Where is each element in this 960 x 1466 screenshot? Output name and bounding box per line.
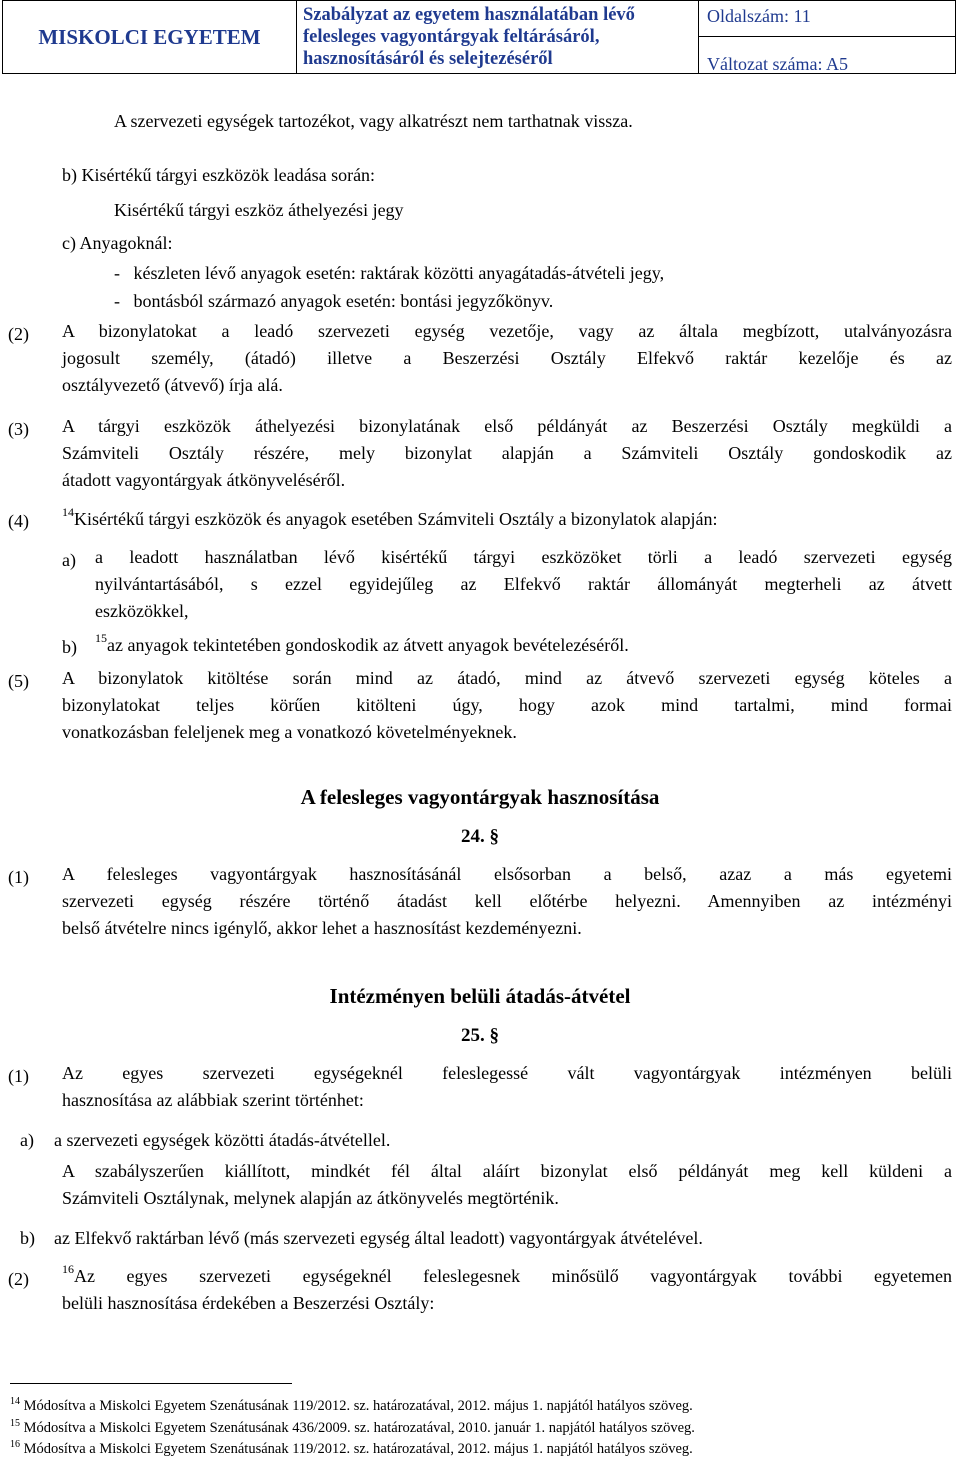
text-line: A bizonylatok kitöltése során mind az átadó, mind az átvevő szervezeti egység köteles a <box>62 668 952 688</box>
paragraph: A szervezeti egységek tartozékot, vagy alkatrészt nem tarthatnak vissza. <box>114 111 633 131</box>
text-line: Az egyes szervezeti egységeknél feleslegessé vált vagyontárgyak intézményen belüli <box>62 1063 952 1083</box>
list-item-a <box>95 544 952 625</box>
text-line: A szabályszerűen kiállított, mindkét fél által aláírt bizonylat első példányát meg kell küldeni a <box>62 1161 952 1181</box>
footnote-number: 14 <box>10 1396 20 1407</box>
paragraph-number: (1) <box>8 1066 29 1086</box>
footnote-ref: 15 <box>95 631 107 645</box>
text-line: Számviteli Osztálynak, melynek alapján az átkönyvelés megtörténik. <box>62 1188 559 1208</box>
text-line: nyilvántartásából, s ezzel egyidejűleg az Elfekvő raktár állományát megterheli az átvett <box>95 574 952 594</box>
footnote-text: Módosítva a Miskolci Egyetem Szenátusának 436/2009. sz. határozatával, 2010. január 1. napjától hatályos szöveg. <box>23 1420 695 1436</box>
text-line: bizonylatokat teljes körűen kitölteni úgy, hogy azok mind tartalmi, mind formai <box>62 695 952 715</box>
paragraph-25-2 <box>62 1263 952 1317</box>
footnote-separator <box>10 1383 292 1384</box>
text-line: eszközökkel, <box>95 601 189 621</box>
list-subitem: Kisértékű tárgyi eszköz áthelyezési jegy <box>114 200 404 220</box>
section-number: 25. § <box>461 1025 499 1046</box>
text-line <box>62 1263 952 1290</box>
list-item-b: az Elfekvő raktárban lévő (más szervezeti egység által leadott) vagyontárgyak átvételével. <box>54 1228 703 1248</box>
org-name: MISKOLCI EGYETEM <box>3 1 297 73</box>
footnote <box>10 1420 695 1437</box>
document-title <box>297 1 699 73</box>
footnote <box>10 1398 693 1415</box>
text-line: belső átvételre nincs igénylő, akkor lehet a hasznosítást kezdeményezni. <box>62 918 582 938</box>
title-line: hasznosításáról és selejtezéséről <box>303 49 553 69</box>
section-number: 24. § <box>461 826 499 847</box>
text-line: átadott vagyontárgyak átkönyveléséről. <box>62 470 346 490</box>
paragraph-25-1 <box>62 1060 952 1114</box>
text-line: A felesleges vagyontárgyak hasznosításánál elsősorban a belső, azaz a más egyetemi <box>62 864 952 884</box>
paragraph-5 <box>62 665 952 746</box>
dash-item: - készleten lévő anyagok esetén: raktárak közötti anyagátadás-átvételi jegy, <box>114 263 665 283</box>
paragraph-number: (5) <box>8 671 29 691</box>
page-number: Oldalszám: 11 <box>699 1 955 37</box>
paragraph-2 <box>62 318 952 399</box>
footnote-text: Módosítva a Miskolci Egyetem Szenátusának 119/2012. sz. határozatával, 2012. május 1. napjától hatályos szöveg. <box>23 1441 693 1457</box>
text-line: A bizonylatokat a leadó szervezeti egység vezetője, vagy az általa megbízott, utalványozásra <box>62 321 952 341</box>
list-label: a) <box>62 550 76 570</box>
text-line: hasznosítása az alábbiak szerint történhet: <box>62 1090 364 1110</box>
footnote-text: Módosítva a Miskolci Egyetem Szenátusának 119/2012. sz. határozatával, 2012. május 1. napjától hatályos szöveg. <box>23 1398 693 1414</box>
text-line: szervezeti egység részére történő átadást kell előtérbe helyezni. Amennyiben az intézményi <box>62 891 952 911</box>
text-line: Kisértékű tárgyi eszközök és anyagok esetében Számviteli Osztály a bizonylatok alapján: <box>74 509 718 529</box>
text-line: belüli hasznosítása érdekében a Beszerzési Osztály: <box>62 1293 435 1313</box>
list-item-b <box>95 631 629 656</box>
footnote-ref: 14 <box>62 505 74 519</box>
title-line: felesleges vagyontárgyak feltárásáról, <box>303 27 600 47</box>
paragraph-24-1 <box>62 861 952 942</box>
text-line: Számviteli Osztály részére, mely bizonylat alapján a Számviteli Osztály gondoskodik az <box>62 443 952 463</box>
list-label: b) <box>20 1228 35 1248</box>
paragraph-number: (4) <box>8 511 29 531</box>
text-line: jogosult személy, (átadó) illetve a Beszerzési Osztály Elfekvő raktár kezelője és az <box>62 348 952 368</box>
paragraph-number: (1) <box>8 867 29 887</box>
list-item-a: a szervezeti egységek közötti átadás-átvétellel. <box>54 1130 391 1150</box>
list-item-a-detail <box>62 1158 952 1212</box>
dash-item: - bontásból származó anyagok esetén: bontási jegyzőkönyv. <box>114 291 554 311</box>
list-label: b) <box>62 637 77 657</box>
paragraph-4 <box>62 505 718 530</box>
text-line: az anyagok tekintetében gondoskodik az átvett anyagok bevételezéséről. <box>107 635 629 655</box>
list-item-b: b) Kisértékű tárgyi eszközök leadása során: <box>62 165 376 185</box>
title-line: Szabályzat az egyetem használatában lévő <box>303 5 635 25</box>
footnote-number: 15 <box>10 1418 20 1429</box>
paragraph-number: (2) <box>8 324 29 344</box>
text-line: vonatkozásban feleljenek meg a vonatkozó követelményeknek. <box>62 722 517 742</box>
list-label: a) <box>20 1130 34 1150</box>
page-header <box>2 0 956 74</box>
version-number: Változat száma: A5 <box>707 54 848 74</box>
text-line: a leadott használatban lévő kisértékű tárgyi eszközöket törli a leadó szervezeti egység <box>95 547 952 567</box>
text-line: osztályvezető (átvevő) írja alá. <box>62 375 283 395</box>
paragraph-number: (2) <box>8 1269 29 1289</box>
paragraph-3 <box>62 413 952 494</box>
paragraph-number: (3) <box>8 419 29 439</box>
section-heading: Intézményen belüli átadás-átvétel <box>329 984 631 1008</box>
section-heading: A felesleges vagyontárgyak hasznosítása <box>300 785 660 809</box>
text-line: A tárgyi eszközök áthelyezési bizonylatának első példányát az Beszerzési Osztály megküldi a <box>62 416 952 436</box>
footnote-ref: 16 <box>62 1262 74 1276</box>
text-line-content: Az egyes szervezeti egységeknél feleslegesnek minősülő vagyontárgyak további egyetemen <box>74 1266 952 1286</box>
footnote <box>10 1441 693 1458</box>
list-item-c: c) Anyagoknál: <box>62 233 173 253</box>
footnote-number: 16 <box>10 1439 20 1450</box>
